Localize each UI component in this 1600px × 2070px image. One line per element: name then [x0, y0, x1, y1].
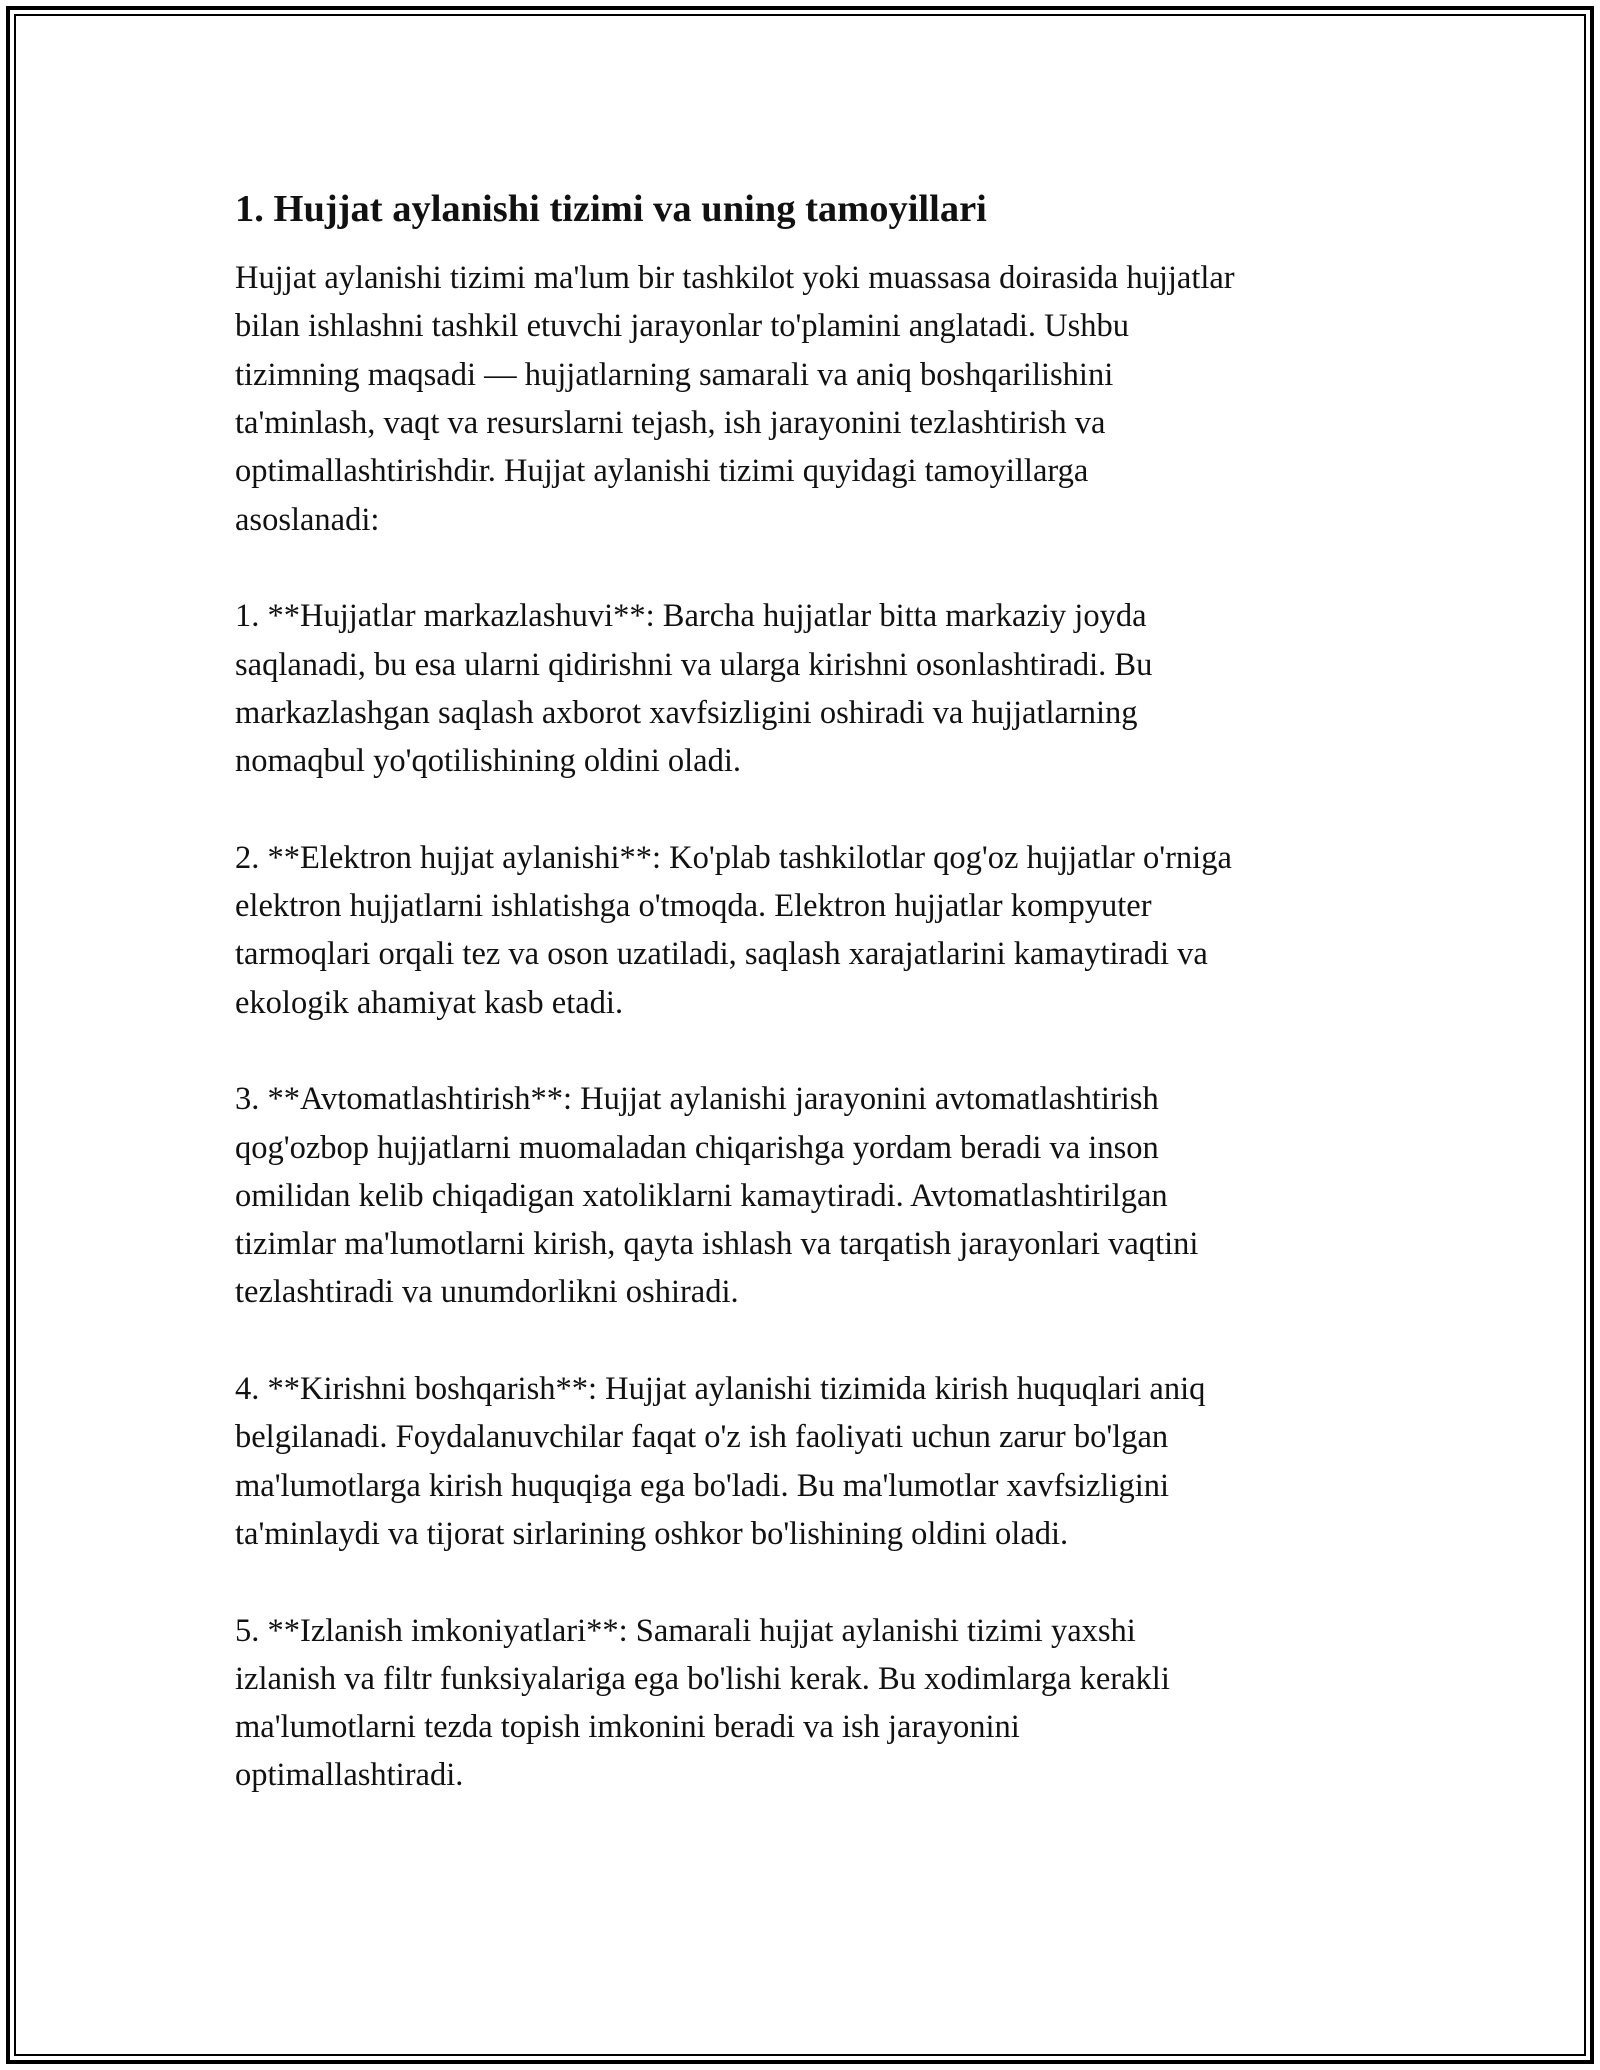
- intro-paragraph: Hujjat aylanishi tizimi ma'lum bir tashkilot yoki muassasa doirasida hujjatlar bilan ishlashni tashkil etuvchi jarayonlar to'plamini anglatadi. Ushbu tizimning maqsadi — hujjatlarning samarali va aniq boshqarilishini ta'minlash, vaqt va resurslarni tejash, ish jarayonini tezlashtirish va optimallashtirishdir. Hujjat aylanishi tizimi quyidagi tamoyillarga asoslanadi:: [235, 260, 1235, 538]
- document-body: [235, 186, 1375, 1800]
- principle-item-2: 2. **Elektron hujjat aylanishi**: Ko'plab tashkilotlar qog'oz hujjatlar o'rniga elektron hujjatlarni ishlatishga o'tmoqda. Elektron hujjatlar kompyuter tarmoqlari orqali tez va oson uzatiladi, saqlash xarajatlarini kamaytiradi va ekologik ahamiyat kasb etadi.: [235, 839, 1232, 1021]
- principle-item-3: 3. **Avtomatlashtirish**: Hujjat aylanishi jarayonini avtomatlashtirish qog'ozbop hujjatlarni muomaladan chiqarishga yordam beradi va inson omilidan kelib chiqadigan xatoliklarni kamaytiradi. Avtomatlashtirilgan tizimlar ma'lumotlarni kirish, qayta ishlash va tarqatish jarayonlari vaqtini tezlashtiradi va unumdorlikni oshiradi.: [235, 1081, 1199, 1311]
- paragraph-spacer: [235, 1317, 1375, 1365]
- paragraph-spacer: [235, 1027, 1375, 1075]
- paragraph-spacer: [235, 785, 1375, 833]
- paragraph-spacer: [235, 544, 1375, 592]
- principle-item-1: 1. **Hujjatlar markazlashuvi**: Barcha hujjatlar bitta markaziy joyda saqlanadi, bu esa ularni qidirishni va ularga kirishni osonlashtiradi. Bu markazlashgan saqlash axborot xavfsizligini oshiradi va hujjatlarning nomaqbul yo'qotilishining oldini oladi.: [235, 598, 1153, 780]
- paragraph-spacer: [235, 1558, 1375, 1606]
- principle-item-4: 4. **Kirishni boshqarish**: Hujjat aylanishi tizimida kirish huquqlari aniq belgilanadi. Foydalanuvchilar faqat o'z ish faoliyati uchun zarur bo'lgan ma'lumotlarga kirish huquqiga ega bo'ladi. Bu ma'lumotlar xavfsizligini ta'minlaydi va tijorat sirlarining oshkor bo'lishining oldini oladi.: [235, 1371, 1206, 1552]
- section-heading: 1. Hujjat aylanishi tizimi va uning tamoyillari: [235, 188, 987, 230]
- principle-item-5: 5. **Izlanish imkoniyatlari**: Samarali hujjat aylanishi tizimi yaxshi izlanish va filtr funksiyalariga ega bo'lishi kerak. Bu xodimlarga kerakli ma'lumotlarni tezda topish imkonini beradi va ish jarayonini optimallashtiradi.: [235, 1612, 1170, 1794]
